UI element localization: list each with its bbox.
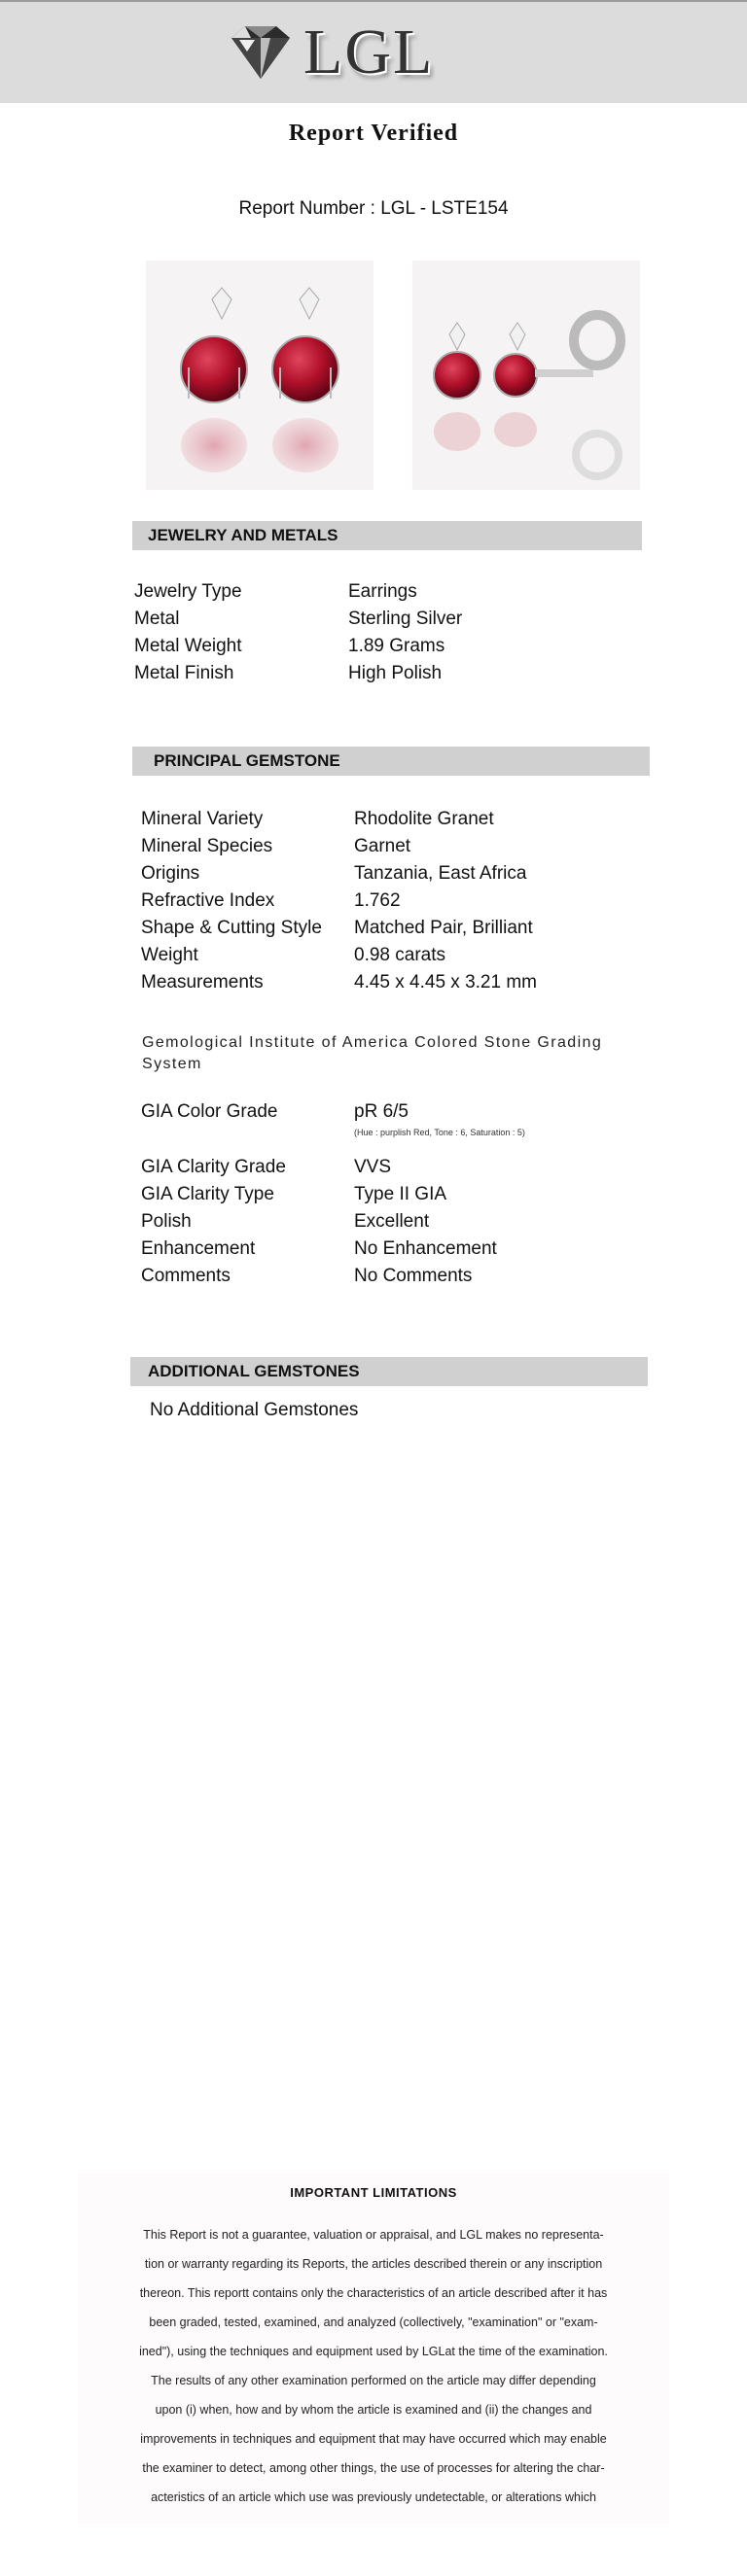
limitations-line: acteristics of an article which use was previously undetectable, or alterations which bbox=[151, 2490, 596, 2504]
row-label: Metal Weight bbox=[134, 636, 242, 656]
jewelry-metals-heading-text: JEWELRY AND METALS bbox=[148, 526, 338, 544]
row-label: Polish bbox=[141, 1211, 192, 1232]
limitations-line: thereon. This reportt contains only the characteristics of an article described after it has bbox=[139, 2286, 608, 2300]
row-value: 1.89 Grams bbox=[348, 636, 445, 656]
report-number: Report Number : LGL - LSTE154 bbox=[238, 198, 509, 219]
row-value: High Polish bbox=[348, 663, 443, 683]
limitations-line: upon (i) when, how and by whom the article is examined and (ii) the changes and bbox=[155, 2403, 592, 2417]
row-label: Measurements bbox=[141, 972, 264, 992]
row-label: Shape & Cutting Style bbox=[141, 918, 322, 938]
additional-gemstones-text: No Additional Gemstones bbox=[150, 1400, 359, 1420]
row-value: Earrings bbox=[348, 581, 417, 602]
row-label: GIA Color Grade bbox=[141, 1101, 278, 1122]
principal-gemstone-heading bbox=[132, 747, 650, 776]
row-label: Metal bbox=[134, 609, 180, 629]
lgl-logo[interactable] bbox=[226, 17, 479, 87]
row-label: Weight bbox=[141, 945, 198, 965]
limitations-line: the examiner to detect, among other things, the use of processes for altering the char- bbox=[142, 2461, 605, 2475]
row-value: VVS bbox=[354, 1157, 392, 1177]
limitations-line: improvements in techniques and equipment that may have occurred which may enable bbox=[140, 2432, 607, 2446]
row-value: Garnet bbox=[354, 836, 411, 856]
row-label: Mineral Species bbox=[141, 836, 273, 856]
additional-gemstones-heading bbox=[130, 1357, 648, 1386]
row-label: Metal Finish bbox=[134, 663, 234, 683]
row-value: No Enhancement bbox=[354, 1238, 497, 1259]
limitations-line: This Report is not a guarantee, valuation or appraisal, and LGL makes no representa- bbox=[143, 2228, 604, 2242]
row-value: 1.762 bbox=[354, 890, 401, 911]
row-label: GIA Clarity Grade bbox=[141, 1157, 286, 1177]
site-header bbox=[0, 0, 747, 103]
diamond-icon bbox=[226, 22, 296, 83]
limitations-title: IMPORTANT LIMITATIONS bbox=[290, 2185, 457, 2200]
limitations-line: The results of any other examination performed on the article may differ depending bbox=[151, 2374, 596, 2387]
row-label: Origins bbox=[141, 863, 200, 884]
page-title: Report Verified bbox=[288, 121, 459, 146]
earrings-front-photo bbox=[146, 261, 374, 490]
additional-gemstones-heading-text: ADDITIONAL GEMSTONES bbox=[148, 1362, 360, 1380]
gia-system-text: Gemological Institute of America Colored Stone Grading System bbox=[142, 1034, 603, 1072]
jewelry-metals-heading bbox=[132, 521, 642, 550]
row-value: 0.98 carats bbox=[354, 945, 445, 965]
row-value: No Comments bbox=[354, 1266, 473, 1286]
row-label: Jewelry Type bbox=[134, 581, 242, 602]
row-label: Refractive Index bbox=[141, 890, 275, 911]
row-value: Tanzania, East Africa bbox=[354, 863, 527, 884]
row-value: 4.45 x 4.45 x 3.21 mm bbox=[354, 972, 537, 992]
row-value: Excellent bbox=[354, 1211, 430, 1232]
row-label: GIA Clarity Type bbox=[141, 1184, 274, 1204]
row-value: pR 6/5 bbox=[354, 1101, 409, 1122]
limitations-line: ined"), using the techniques and equipment used by LGLat the time of the examination. bbox=[139, 2345, 608, 2358]
row-value: Type II GIA bbox=[354, 1184, 447, 1204]
logo-text: LGL bbox=[303, 17, 435, 87]
row-label: Mineral Variety bbox=[141, 809, 264, 829]
row-value: Matched Pair, Brilliant bbox=[354, 918, 533, 938]
row-label: Comments bbox=[141, 1266, 231, 1286]
row-value: Sterling Silver bbox=[348, 609, 463, 629]
row-label: Enhancement bbox=[141, 1238, 256, 1259]
row-value: Rhodolite Granet bbox=[354, 809, 494, 829]
limitations-line: tion or warranty regarding its Reports, the articles described therein or any inscription bbox=[144, 2257, 603, 2271]
color-grade-note: (Hue : purplish Red, Tone : 6, Saturation : 5) bbox=[354, 1128, 525, 1137]
limitations-line: been graded, tested, examined, and analyzed (collectively, "examination" or "exam- bbox=[149, 2315, 598, 2329]
earrings-side-photo bbox=[412, 261, 640, 490]
principal-gemstone-heading-text: PRINCIPAL GEMSTONE bbox=[154, 751, 340, 770]
